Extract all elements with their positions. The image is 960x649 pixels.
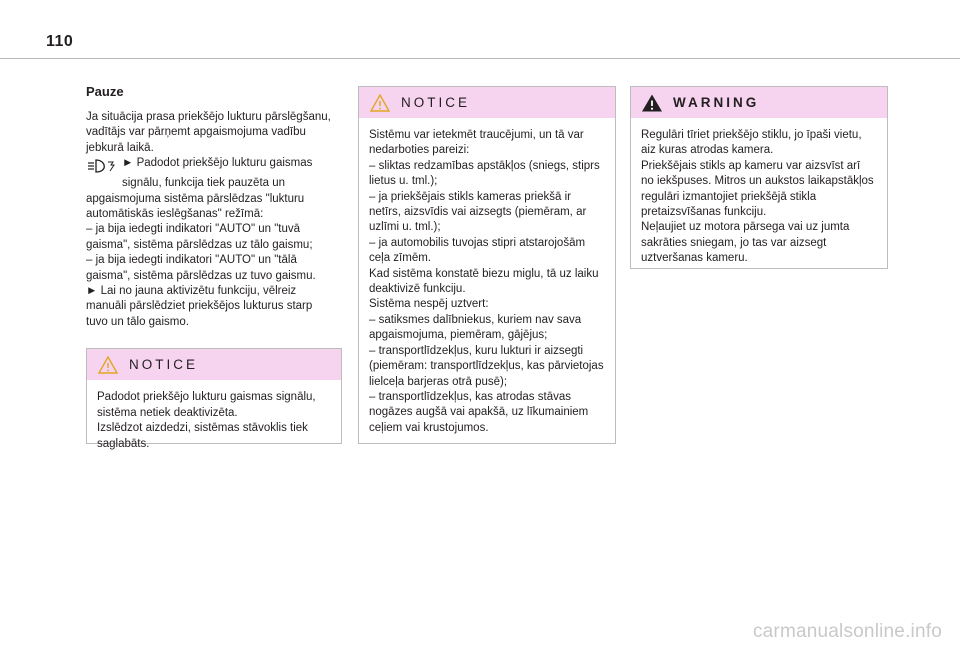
warning-text: Regulāri tīriet priekšējo stiklu, jo īpaši vietu, aiz kuras atrodas kamera. Priekšējais stikls ap kameru var aizsvīst arī no iekšpuses. Mitros un aukstos laikapstākļos regulāri izmantojiet priekšējā stikla pretaizsvīšanas funkciju. Neļaujiet uz motora pārsega vai uz jumta sakrāties sniegam, jo tas var aizsegt uztveršanas kameru. bbox=[641, 129, 874, 265]
step-body: apgaismojuma sistēma pārslēdzas "lukturu automātiskās ieslēgšanas" režīmā: – ja bija iedegti indikatori "AUTO" un "tuvā gaisma", sistēma pārslēdzas uz tālo gaismu; – ja bija iedegti indikatori "AUTO" un "tālā gaisma", sistēma pārslēdzas uz tuvo gaismu. ► Lai no jauna aktivizētu funkciju, vēlreiz manuāli pārslēdziet priekšējos lukturus starp tuvo un tālo gaismo. bbox=[86, 192, 316, 328]
middle-column bbox=[358, 84, 614, 444]
warning-box bbox=[630, 86, 888, 269]
step-line-1: ► Padodot priekšējo lukturu gaismas bbox=[122, 157, 313, 170]
right-column bbox=[630, 84, 886, 269]
notice-text: Sistēmu var ietekmēt traucējumi, un tā var nedarboties pareizi: – sliktas redzamības apstākļos (sniegs, stiprs lietus u. tml.); – ja priekšējais stikls kameras priekšā ir netīrs, aizsvīdis vai aizsegts (piemēram, ar uzlīmi u. tml.); – ja automobilis tuvojas stipri atstarojošām ceļa zīmēm. Kad sistēma konstatē biezu miglu, tā uz laiku deaktivizē funkciju. Sistēma nespēj uztvert: – satiksmes dalībniekus, kuriem nav sava apgaismojuma, piemēram, gājējus; – transportlīdzekļus, kuru lukturi ir aizsegti (piemēram: transportlīdzekļus, kas pārvietojas lielceļa barjeras otrā pusē); – transportlīdzekļus, kas atrodas stāvas nogāzes augšā vai apakšā, uz līkumainiem ceļiem vai krustojumos. bbox=[369, 129, 604, 434]
warning-header bbox=[631, 87, 887, 118]
warning-triangle-filled-icon bbox=[641, 93, 663, 113]
notice-header bbox=[359, 87, 615, 118]
step-with-icon bbox=[86, 156, 342, 191]
section-title: Pauze bbox=[86, 84, 124, 99]
left-column bbox=[86, 84, 342, 450]
warning-label: WARNING bbox=[673, 95, 760, 110]
watermark: carmanualsonline.info bbox=[752, 621, 942, 642]
warning-triangle-outline-icon bbox=[97, 355, 119, 375]
notice-label: NOTICE bbox=[129, 357, 199, 373]
notice-box-middle bbox=[358, 86, 616, 444]
notice-box-left bbox=[86, 348, 342, 450]
page-number: 110 bbox=[46, 33, 74, 50]
notice-text: Padodot priekšējo lukturu gaismas signālu, sistēma netiek deaktivizēta. Izslēdzot aizdedzi, sistēmas stāvoklis tiek saglabāts. bbox=[97, 391, 316, 450]
headlamp-icon bbox=[86, 156, 116, 176]
notice-header bbox=[87, 349, 341, 380]
header-divider bbox=[0, 58, 960, 59]
intro-paragraph: Ja situācija prasa priekšējo lukturu pārslēgšanu, vadītājs var pārņemt apgaismojuma vadību jebkurā laikā. bbox=[86, 111, 331, 154]
warning-triangle-outline-icon bbox=[369, 93, 391, 113]
step-line-2: signālu, funkcija tiek pauzēta un bbox=[122, 177, 286, 190]
notice-label: NOTICE bbox=[401, 95, 471, 110]
